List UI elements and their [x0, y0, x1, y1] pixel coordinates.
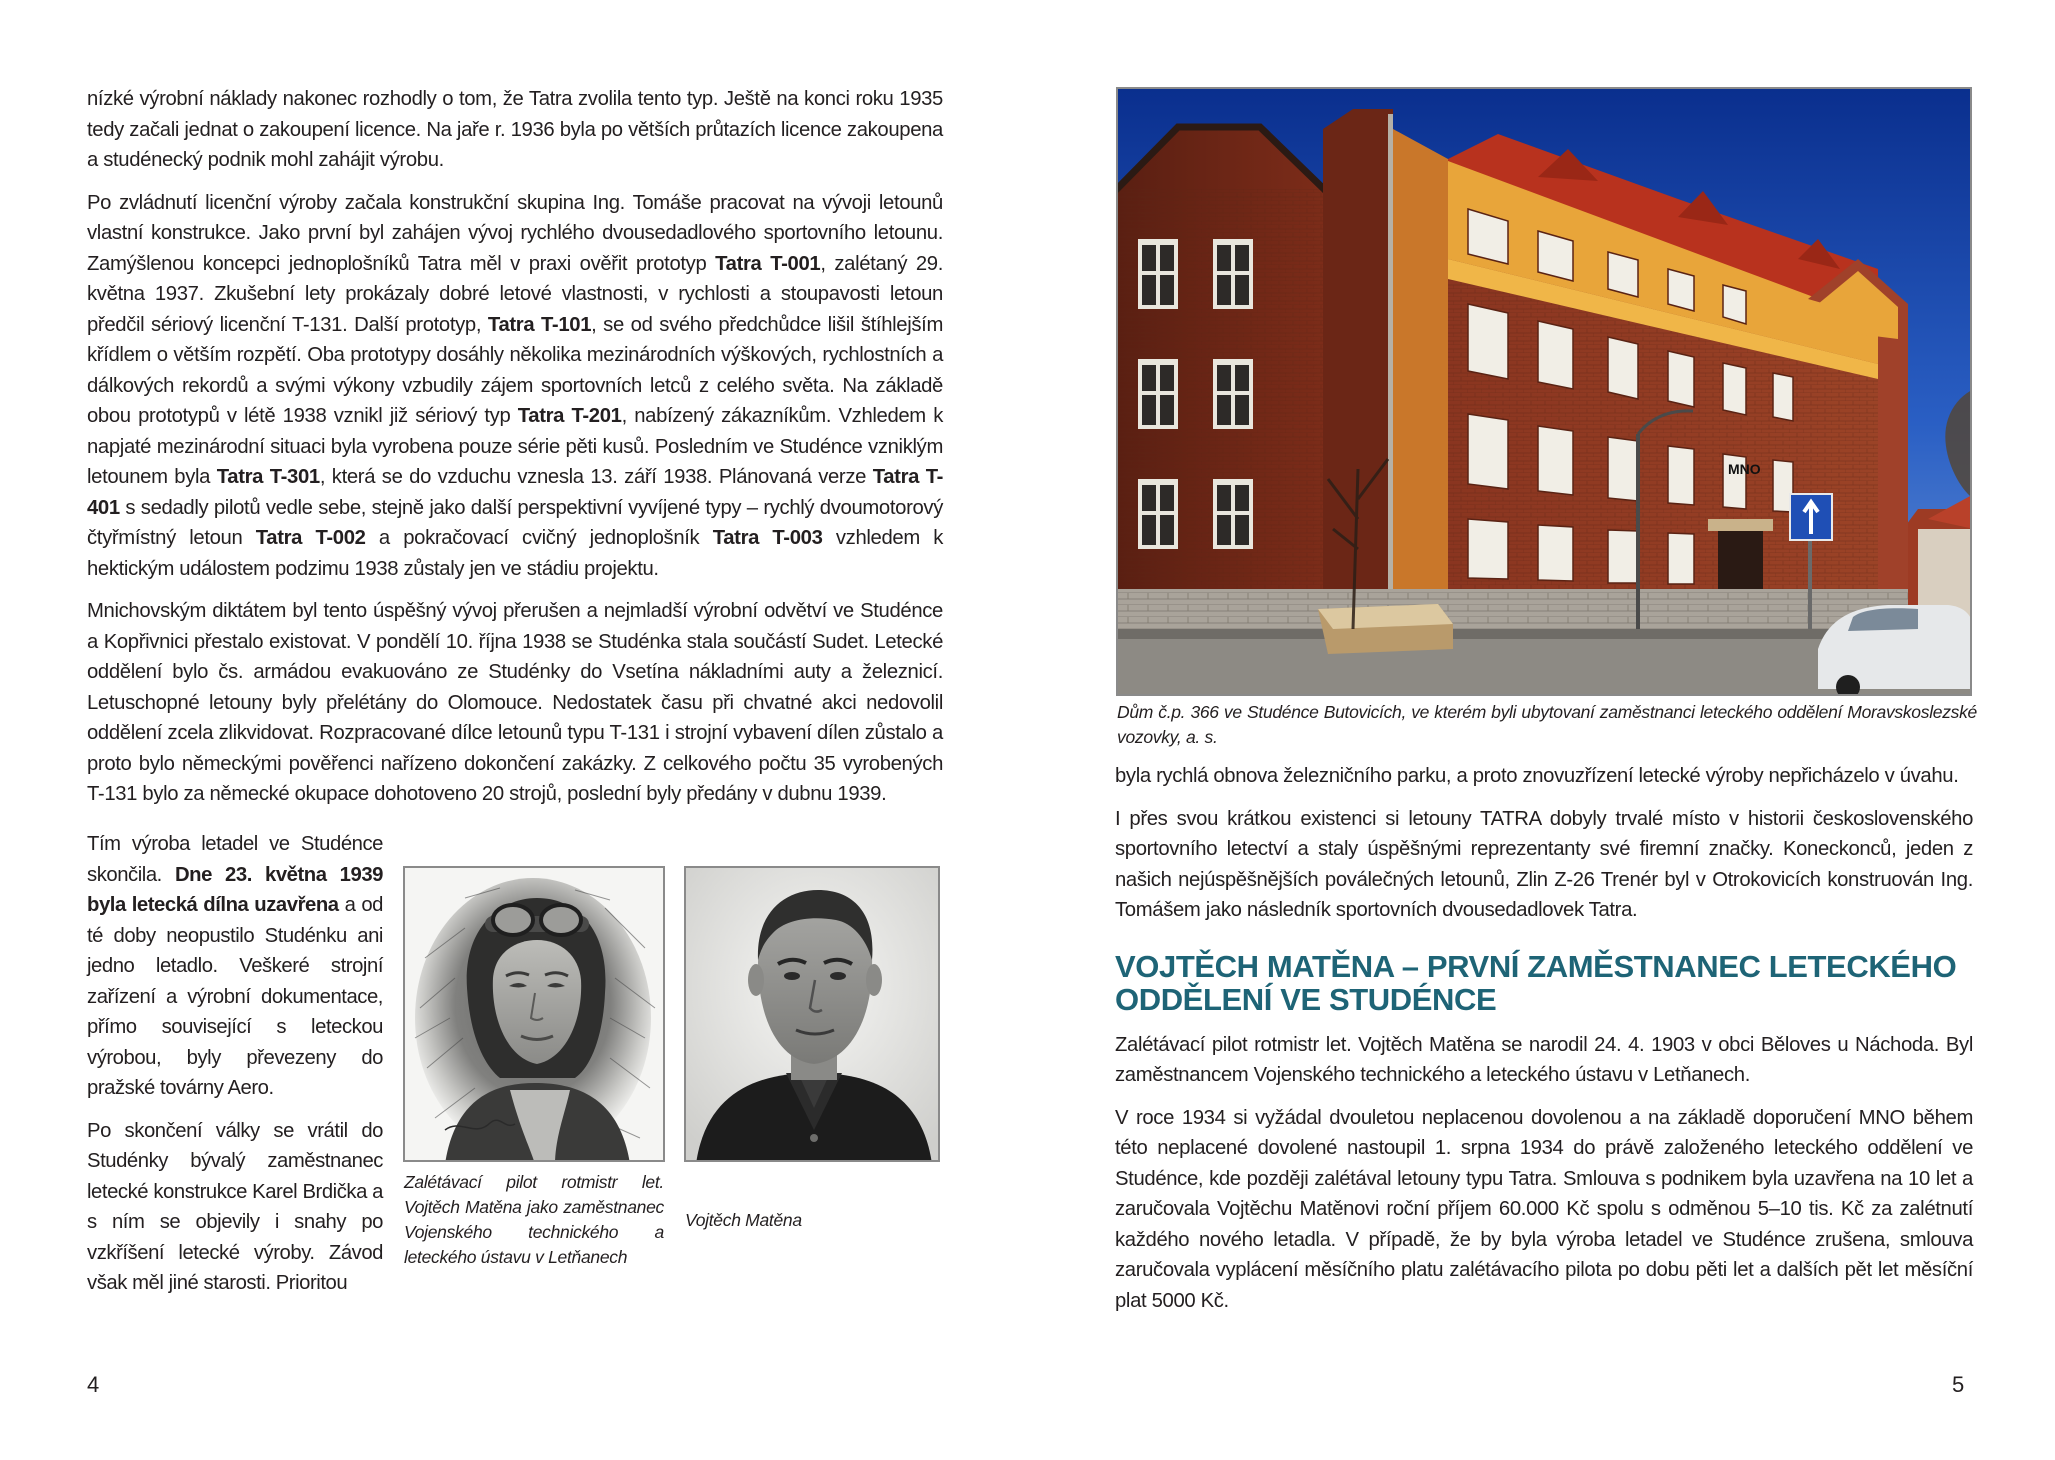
paragraph: V roce 1934 si vyžádal dvouletou neplacenou dovolenou a na základě doporučení MNO během této neplacené dovolené nastoupil 1. srpna 1934 do právě založeného leteckého oddělení ve Studénce, kde později zalétával letouny typu Tatra. Smlouva s podnikem byla uzavřena na 10 let a zaručovala Vojtěchu Matěnovi roční příjem 60.000 Kč spolu s odměnou 5–10 tis. Kč za zalétnutí každého nového letadla. V případě, že by byla výroba letadel ve Studénce zrušena, smlouva zaručovala vyplácení měsíčního platu zalétávacího pilota po dobu pěti let a dalších pět let měsíční plat 5000 Kč. — [1115, 1106, 1973, 1312]
pilot-photo-caption-2: Vojtěch Matěna — [685, 1210, 802, 1230]
bold-term: Tatra T-001 — [715, 252, 821, 275]
paragraph: nízké výrobní náklady nakonec rozhodly o tom, že Tatra zvolila tento typ. Ještě na konci roku 1935 tedy začali jednat o zakoupení licence. Na jaře r. 1936 byla po větších průtazích licence zakoupena a studénecký podnik mohl zahájit výrobu. — [87, 88, 943, 171]
right-main-text — [1115, 761, 1973, 1328]
pilot-photo-caption-1: Zalétávací pilot rotmistr let. Vojtěch Matěna jako zaměstnanec Vojenského technického a leteckého ústavu v Letňanech — [404, 1172, 664, 1267]
pilot-helmet-illustration — [405, 868, 665, 1162]
paragraph: I přes svou krátkou existenci si letouny TATRA dobyly trvalé místo v historii československého sportovního letectví a staly úspěšnými reprezentanty své firemní značky. Koneckonců, jeden z našich nejúspěšnějších poválečných letounů, Zlin Z-26 Trenér byl v Otrokovicích konstruován Ing. Tomášem jako následník sportovních dvousedadlovek Tatra. — [1115, 807, 1973, 921]
bold-term: Tatra T-003 — [712, 527, 823, 549]
left-narrow-text — [87, 829, 383, 1311]
paragraph: Zalétávací pilot rotmistr let. Vojtěch Matěna se narodil 24. 4. 1903 v obci Běloves u Náchoda. Byl zaměstnancem Vojenského technického a leteckého ústavu v Letňanech. — [1115, 1033, 1973, 1086]
bold-term: Tatra T-002 — [255, 527, 366, 549]
building-photo — [1116, 87, 1972, 696]
building-illustration — [1118, 89, 1972, 696]
bold-term: Dne 23. května 1939 byla letecká dílna uzavřena — [87, 863, 383, 916]
pilot-helmet-photo — [403, 866, 665, 1162]
pilot-uniform-photo — [684, 866, 940, 1162]
pilot-uniform-illustration — [686, 868, 940, 1162]
page-number: 4 — [87, 1372, 100, 1397]
bold-term: Tatra T-401 — [87, 466, 944, 519]
paragraph: Tím výroba letadel ve Studénce skončila. Dne 23. května 1939 byla letecká dílna uzavřena a od té doby neopustilo Studénku ani jedno letadlo. Veškeré strojní zařízení a výrobní dokumentace, přímo související s leteckou výrobou, byly převezeny do pražské továrny Aero. — [87, 833, 383, 1099]
building-photo-caption: Dům č.p. 366 ve Studénce Butovicích, ve kterém byli ubytovaní zaměstnanci leteckého oddělení Moravskoslezské vozovky, a. s. — [1117, 702, 1977, 747]
paragraph: Po skončení války se vrátil do Studénky bývalý zaměstnanec letecké konstrukce Karel Brdička a s ním se objevily i snahy po vzkříšení letecké výroby. Závod však měl jiné starosti. Prioritou — [87, 1119, 383, 1294]
paragraph: Mnichovským diktátem byl tento úspěšný vývoj přerušen a nejmladší výrobní odvětví ve Studénce a Kopřivnici přestalo existovat. V pondělí 10. října 1938 se Studénka stala součástí Sudet. Letecké oddělení bylo čs. armádou evakuováno ze Studénky do Vsetína nákladními auty a železnicí. Letuschopné letouny byly přelétány do Olomouce. Nedostatek času při chvatné akci nedovolil oddělení zcela zlikvidovat. Rozpracované dílce letounů typu T-131 i strojní vybavení dílen zůstalo a proto bylo německými pověřenci nařízeno dokončení zakázky. Z celkového počtu 35 vyrobených T-131 bylo za německé okupace dohotoveno 20 strojů, poslední byly předány v dubnu 1939. — [87, 600, 943, 805]
section-heading: VOJTĚCH MATĚNA – PRVNÍ ZAMĚSTNANEC LETECKÉHO ODDĚLENÍ VE STUDÉNCE — [1115, 948, 1957, 1017]
bold-term: Tatra T-101 — [487, 313, 592, 336]
paragraph: byla rychlá obnova železničního parku, a proto znovuzřízení letecké výroby nepřicházelo v úvahu. — [1115, 765, 1959, 787]
left-main-text — [87, 84, 943, 822]
mno-sign-text: MNO — [1728, 461, 1761, 477]
paragraph: Po zvládnutí licenční výroby začala konstrukční skupina Ing. Tomáše pracovat na vývoji letounů vlastní konstrukce. Jako první byl zahájen vývoj rychlého dvousedadlového sportovního letounu. Zamýšlenou koncepci jednoplošníků Tatra měl v praxi ověřit prototyp Tatra T-001, zalétaný 29. května 1937. Zkušební lety prokázaly dobré letové vlastnosti, v rychlosti a stoupavosti letoun předčil sériový licenční T-131. Další prototyp, Tatra T-101, se od svého předchůdce lišil štíhlejším křídlem o větším rozpětí. Oba prototypy dosáhly několika mezinárodních výškových, rychlostních a dálkových rekordů a svými výkony vzbudily zájem sportovních letců z celého světa. Na základě obou prototypů v létě 1938 vznikl již sériový typ Tatra T-201, nabízený zákazníkům. Vzhledem k napjaté mezinárodní situaci byla vyrobena pouze série pěti kusů. Posledním ve Studénce vzniklým letounem byla Tatra T-301, která se do vzduchu vznesla 13. září 1938. Plánovaná verze Tatra T-401 s sedadly pilotů vedle sebe, stejně jako další perspektivní vyvíjené typy – rychlý dvoumotorový čtyřmístný letoun Tatra T-002 a pokračovací cvičný jednoplošník Tatra T-003 vzhledem k hektickým událostem podzimu 1938 zůstaly jen ve stádiu projektu. — [87, 191, 944, 580]
page-number: 5 — [1952, 1372, 1965, 1397]
bold-term: Tatra T-201 — [517, 405, 622, 427]
bold-term: Tatra T-301 — [216, 466, 320, 488]
